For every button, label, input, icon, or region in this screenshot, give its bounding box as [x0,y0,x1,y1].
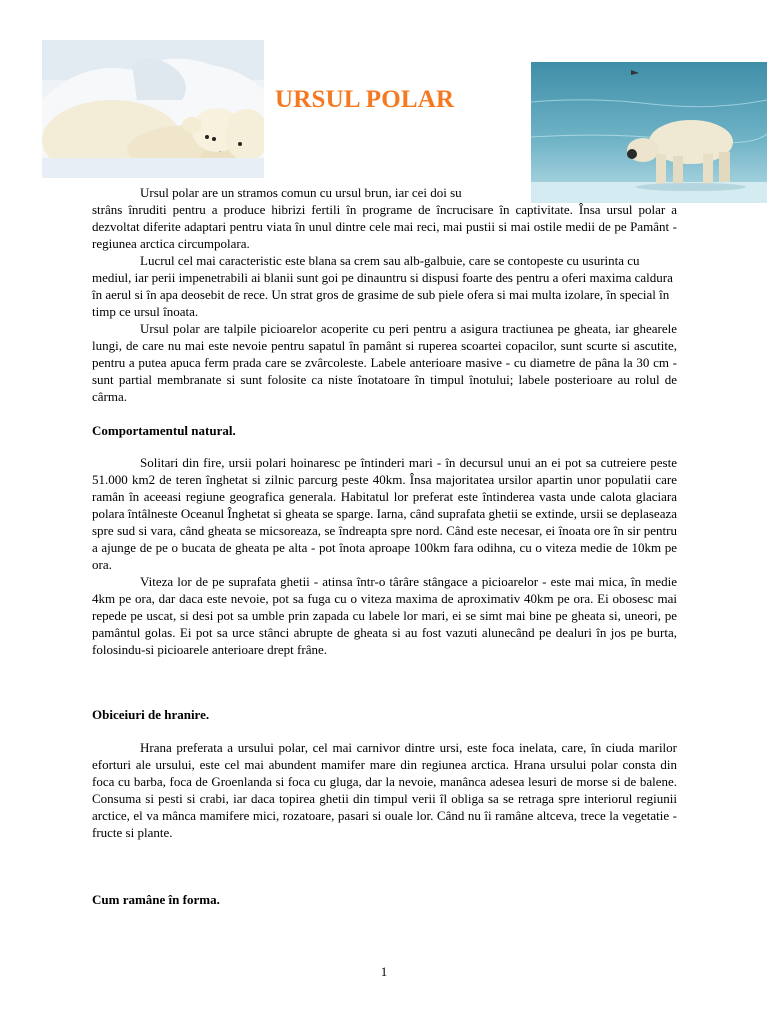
section-heading-feeding: Obiceiuri de hranire. [92,707,210,722]
polar-bear-on-ice-image [531,62,767,203]
feeding-section [92,739,677,841]
behavior-paragraph-2: Viteza lor de pe suprafata ghetii - atinsa într-o târâre stângace a picioarelor - este mai mica, în medie 4km pe ora, dar daca este nevoie, pot sa fuga cu o viteza maxima de aproximativ 40km pe ora. Ei obosesc mai repede pe uscat, si desi pot sa umble prin zapada cu labele lor mari, ei se simt mai bine pe gheata si, uneori, pe pamântul golas. Ei pot sa urce stânci abrupte de gheata si au fost vazuti alunecând pe dealuri în jos pe burta, folosindu-si picioarele anterioare drept frâne. [92,574,677,657]
intro-paragraph-1-first-line: Ursul polar are un stramos comun cu ursul brun, iar cei doi su [140,185,462,200]
feeding-paragraph-1: Hrana preferata a ursului polar, cel mai carnivor dintre ursi, este foca inelata, care, în ciuda marilor eforturi ale ursului, este cel mai abundent mamifer mare din regiunea arctica. Hrana ursului polar consta din foca cu barba, foca de Groenlanda si foca cu gluga, dar la nevoie, manânca adesea lesuri de morse si de balene. Consuma si pesti si crabi, iar daca topirea ghetii din timpul verii îl obliga sa se retraga spre interiorul regiunii arctice, el va mânca mamifere mici, rozatoare, pasari si ouale lor. Când nu îi ramâne altceva, trece la vegetatie - fructe si plante. [92,740,677,840]
behavior-section [92,454,677,658]
intro-paragraph-2: Lucrul cel mai caracteristic este blana sa crem sau alb-galbuie, care se contopeste cu usurinta cu mediul, iar perii impenetrabili ai blanii sunt goi pe dinauntru si dispusi foarte des pentru a oferi maxima caldura în aerul si în apa deosebit de rece. Un strat gros de grasime de sub piele ofera si mai multa izolare, în special în timp ce ursul înoata. [92,253,673,319]
page-number: 1 [380,964,388,979]
behavior-paragraph-1: Solitari din fire, ursii polari hoinaresc pe întinderi mari - în decursul unui an ei pot sa cutreiere peste 51.000 km2 de teren înghetat si zilnic parcurg peste 40km. Însa majoritatea ursilor apartin unor populatii care ramân în aceeasi regiune geografica generala. Habitatul lor preferat este întinderea vasta unde calota glaciara polara întâlneste Oceanul Înghetat si gheata se sparge. Iarna, când suprafata ghetii se extinde, ursii se deplaseaza spre sud si vara, când gheata se micsoreaza, se îndreapta spre nord. Când este necesar, ei înoata ore în sir pentru a ajunge de pe o bucata de gheata pe alta - pot înota aproape 100km fara odihna, cu o viteza medie de 10km pe ora. [92,455,677,572]
section-heading-behavior: Comportamentul natural. [92,423,236,438]
intro-paragraph-1: strâns înruditi pentru a produce hibrizi fertili în programe de încrucisare în captivitate. Însa ursul polar a dezvoltat diferite adaptari pentru viata în unul dintre cele mai reci, mai pustii si mai ostile medii de pe Pamânt - regiunea arctica circumpolara. [92,202,677,251]
document-title: URSUL POLAR [275,86,455,113]
polar-bear-family-image [42,40,264,178]
section-heading-fitness: Cum ramâne în forma. [92,892,220,907]
intro-section [92,184,677,405]
intro-paragraph-3: Ursul polar are talpile picioarelor acoperite cu peri pentru a asigura tractiunea pe gheata, iar ghearele lungi, de care nu mai este nevoie pentru sapatul în pamânt si ruperea scoartei copacilor, sunt scurte si ascutite, pentru a putea apuca ferm prada care se zvârcoleste. Labele anterioare masive - cu diametre de pâna la 30 cm - sunt partial membranate si sunt folosite ca niste înotatoare în timpul înotului; labele posterioare au rolul de cârma. [92,321,677,404]
